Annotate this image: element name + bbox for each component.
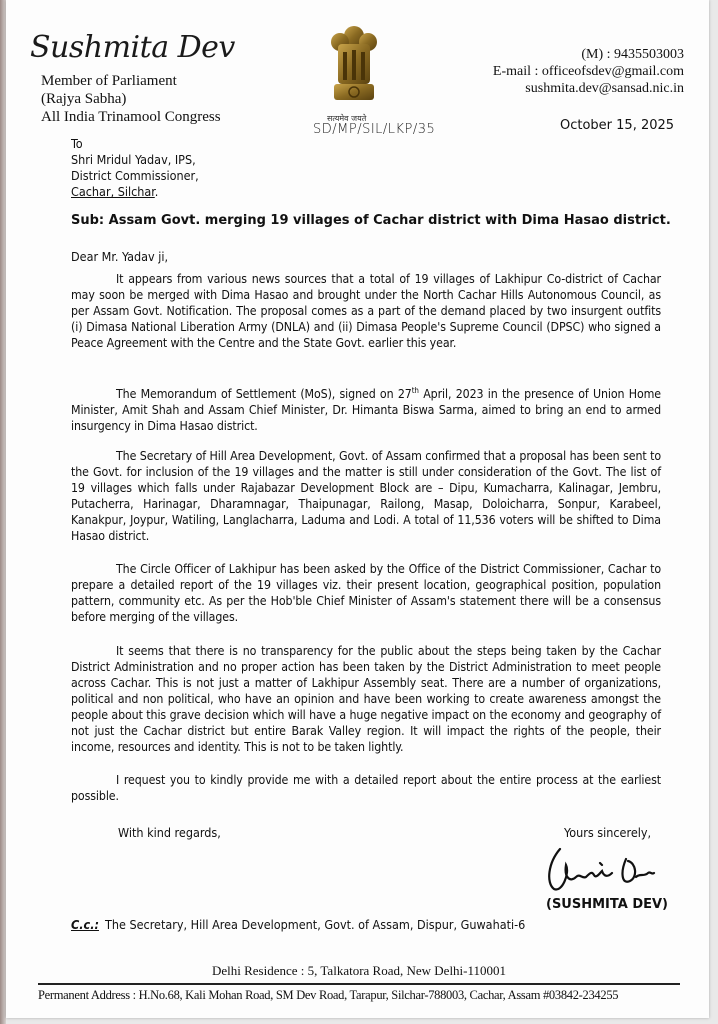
recipient-block [71, 136, 199, 200]
footer-divider [38, 983, 680, 985]
closing-regards: With kind regards, [118, 825, 221, 840]
letterhead-title: Member of Parliament [41, 73, 177, 89]
cc-recipient: The Secretary, Hill Area Development, Govt. of Assam, Dispur, Guwahati-6 [104, 917, 526, 932]
paragraph-4: The Circle Officer of Lakhipur has been asked by the Office of the District Commissioner, Cachar to prepare a detailed report of the 19 villages viz. their present location, geographical position, population pattern, community etc. As per the Hob'ble Chief Minister of Assam's statement there will be a consensus before merging of the villages. [71, 562, 661, 624]
letterhead-name: Sushmita Dev [30, 30, 235, 65]
paragraph-1: It appears from various news sources that a total of 19 villages of Lakhipur Co-district of Cachar may soon be merged with Dima Hasao and brought under the North Cachar Hills Autonomous Council, as per Assam Govt. Notification. The proposal comes as a part of the demand placed by two insurgent outfits (i) Dimasa National Liberation Army (DNLA) and (ii) Dimasa People's Supreme Council (DPSC) who signed a Peace Agreement with the Centre and the State Govt. earlier this year. [71, 272, 661, 350]
letterhead-house: (Rajya Sabha) [41, 91, 127, 107]
recipient-name: Shri Mridul Yadav, IPS, [71, 152, 196, 167]
recipient-location: Cachar, Silchar [71, 184, 155, 199]
delhi-residence: Delhi Residence : 5, Talkatora Road, New Delhi-110001 [211, 963, 507, 978]
email-secondary[interactable]: sushmita.dev@sansad.nic.in [525, 81, 684, 96]
paragraph-5: It seems that there is no transparency for the public about the steps being taken by the Cachar District Administration and no proper action has been taken by the District Administration to meet people across Cachar. This is not just a matter of Lakhipur Assembly seat. There are a number of organizations, political and non political, who have an opinion and have been working to create awareness amongst the people about this grave decision which will have a huge negative impact on the economy and geography of not just the Cachar district but entire Barak Valley region. It will impact the rights of the people, their income, resources and identity. This is not to be taken lightly. [71, 644, 661, 754]
handwritten-signature-icon [540, 843, 660, 895]
permanent-address: Permanent Address : H.No.68, Kali Mohan Road, SM Dev Road, Tarapur, Silchar-788003, Cachar, Assam #03842-234255 [38, 988, 619, 1002]
emblem-motto: सत्यमेव जयते [327, 114, 367, 123]
paragraph-6: I request you to kindly provide me with a detailed report about the entire process at the earliest possible. [71, 773, 661, 803]
cc-label: C.c.: [71, 917, 99, 932]
paragraph-3: The Secretary of Hill Area Development, Govt. of Assam confirmed that a proposal has been sent to the Govt. for inclusion of the 19 villages and the matter is still under consideration of the Govt. The list of 19 villages which falls under Rajabazar Development Block are – Dipu, Kumacharra, Kalinagar, Jembru, Putacherra, Harinagar, Dharamnagar, Thaipunagar, Railong, Masap, Doloicharra, Sonpur, Karabeel, Kanakpur, Joypur, Watiling, Langlacharra, Laduma and Lodi. A total of 11,536 voters will be shifted to Dima Hasao district. [71, 449, 661, 543]
national-emblem-icon [328, 22, 380, 110]
closing-sincerely: Yours sincerely, [564, 825, 652, 840]
recipient-location-line: Cachar, Silchar. [71, 184, 159, 199]
email-primary[interactable]: E-mail : officeofsdev@gmail.com [492, 64, 684, 79]
signer-name: (SUSHMITA DEV) [546, 897, 668, 912]
letterhead-party: All India Trinamool Congress [41, 109, 221, 125]
subject-line: Sub: Assam Govt. merging 19 villages of Cachar district with Dima Hasao district. [71, 213, 671, 228]
reference-number: SD/MP/SIL/LKP/35 [313, 122, 436, 137]
letter-date: October 15, 2025 [560, 118, 675, 133]
contact-block [493, 46, 684, 97]
paragraph-2: The Memorandum of Settlement (MoS), signed on 27th April, 2023 in the presence of Union Home Minister, Amit Shah and Assam Chief Minister, Dr. Himanta Biswa Sarma, aimed to bring an end to armed insurgency in Dima Hasao district. [71, 386, 662, 434]
mobile-number: (M) : 9435503003 [581, 47, 684, 62]
recipient-to: To [71, 136, 83, 151]
recipient-designation: District Commissioner, [71, 168, 199, 183]
cc-line [71, 917, 525, 932]
salutation: Dear Mr. Yadav ji, [71, 249, 169, 264]
